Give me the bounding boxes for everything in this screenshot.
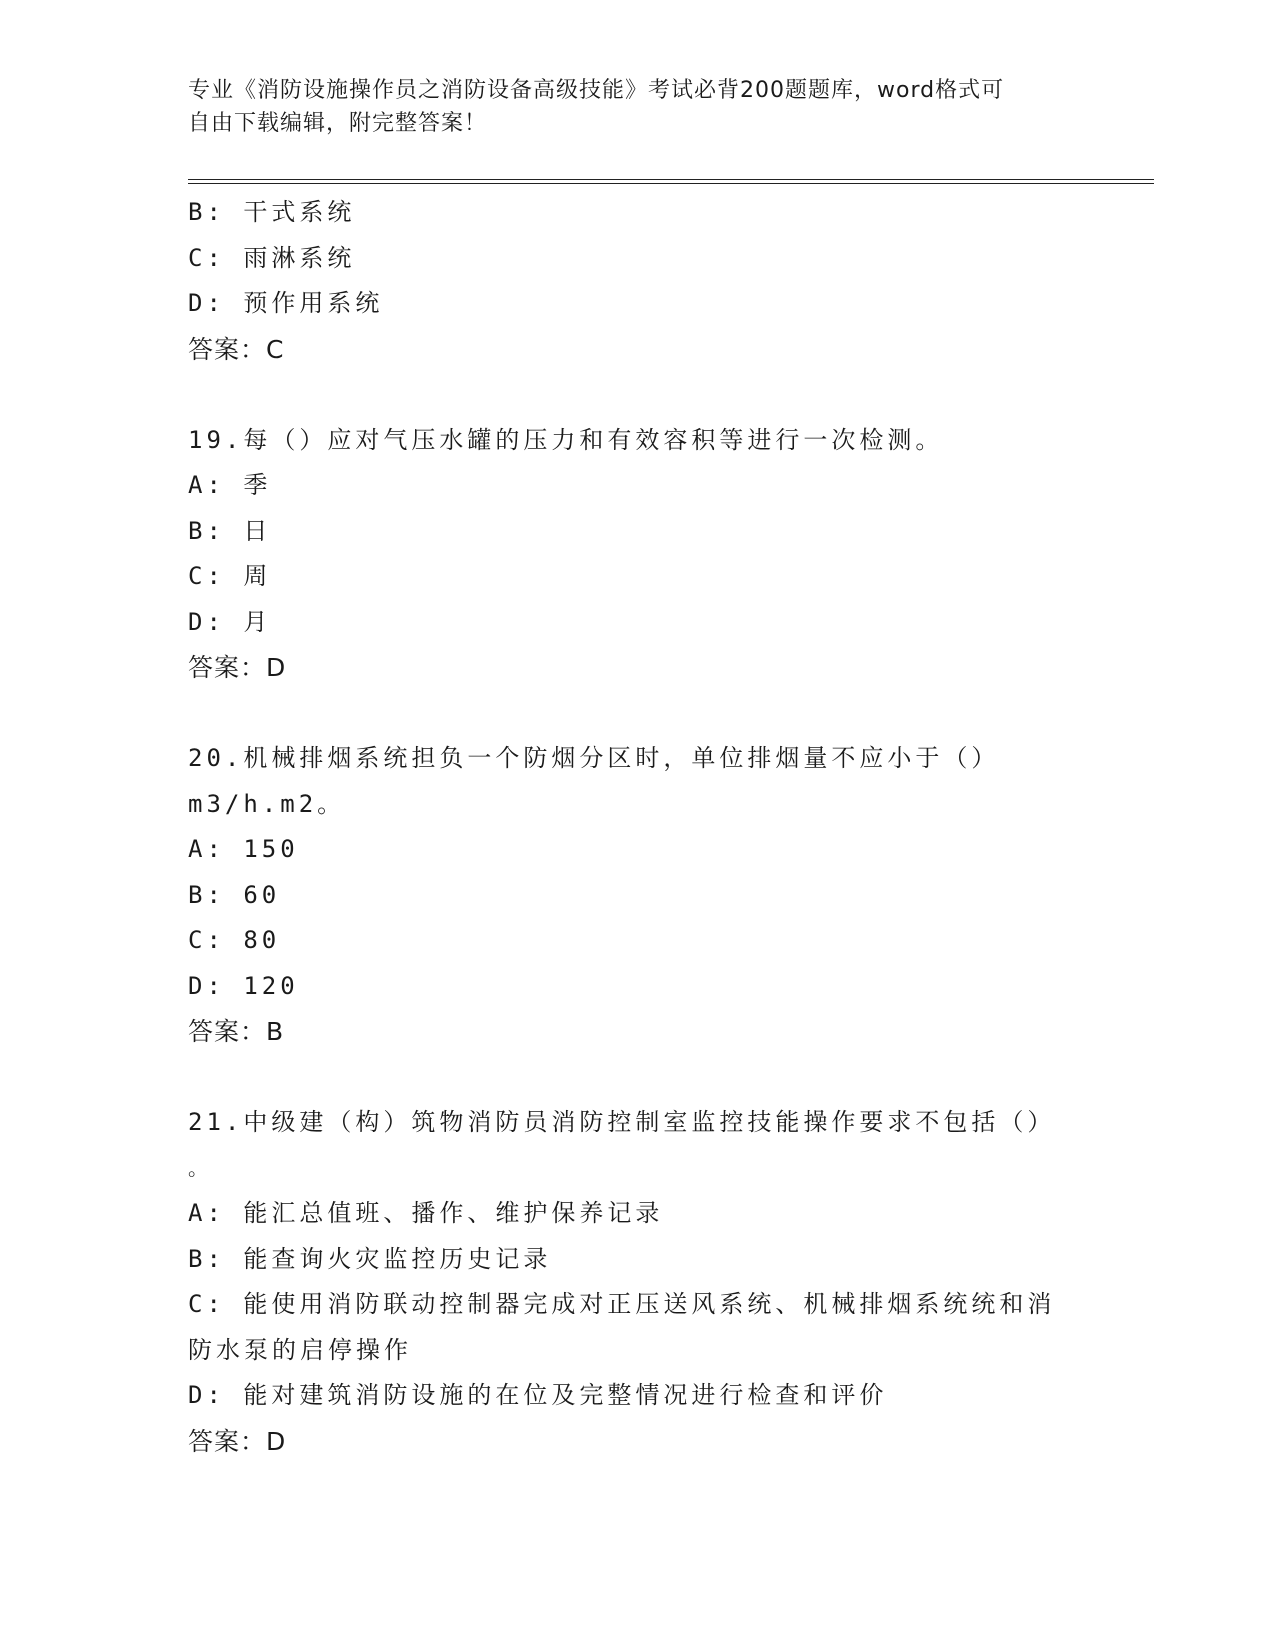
question-stem-continued: 。	[188, 1155, 212, 1180]
answer: 答案：B	[188, 1017, 285, 1046]
option-b: B: 能查询火灾监控历史记录	[188, 1244, 552, 1273]
option-a: A: 能汇总值班、播作、维护保养记录	[188, 1199, 664, 1227]
option-d: D: 能对建筑消防设施的在位及完整情况进行检查和评价	[188, 1381, 888, 1409]
option-c: C: 80	[188, 926, 281, 954]
header-divider	[188, 179, 1154, 184]
option-c-continued: 防水泵的启停操作	[188, 1335, 412, 1364]
option-c: C: 周	[188, 562, 272, 590]
header-line-2: 自由下载编辑，附完整答案！	[188, 111, 488, 136]
question-19	[188, 418, 1088, 691]
question-18-tail	[188, 190, 1088, 372]
option-b: B: 60	[188, 880, 281, 909]
question-stem: 21.中级建（构）筑物消防员消防控制室监控技能操作要求不包括（）	[188, 1108, 1056, 1136]
document-header	[188, 74, 1088, 140]
answer: 答案：C	[188, 334, 285, 364]
question-21	[188, 1100, 1088, 1464]
option-b: B: 日	[188, 516, 272, 545]
question-stem: 19.每（）应对气压水罐的压力和有效容积等进行一次检测。	[188, 425, 944, 454]
option-d: D: 预作用系统	[188, 289, 384, 317]
answer: 答案：D	[188, 653, 287, 682]
option-a: A: 150	[188, 835, 299, 863]
option-c: C: 雨淋系统	[188, 243, 356, 272]
option-a: A: 季	[188, 471, 272, 499]
question-20	[188, 736, 1088, 1055]
question-stem-continued: m3/h.m2。	[188, 789, 346, 818]
question-list	[188, 190, 1088, 1464]
question-stem: 20.机械排烟系统担负一个防烟分区时，单位排烟量不应小于（）	[188, 744, 1000, 772]
header-line-1: 专业《消防设施操作员之消防设备高级技能》考试必背200题题库，word格式可	[188, 78, 1005, 103]
option-d: D: 月	[188, 607, 272, 636]
option-d: D: 120	[188, 971, 299, 1000]
answer: 答案：D	[188, 1426, 287, 1456]
option-b: B: 干式系统	[188, 198, 356, 226]
option-c: C: 能使用消防联动控制器完成对正压送风系统、机械排烟系统统和消	[188, 1290, 1056, 1318]
